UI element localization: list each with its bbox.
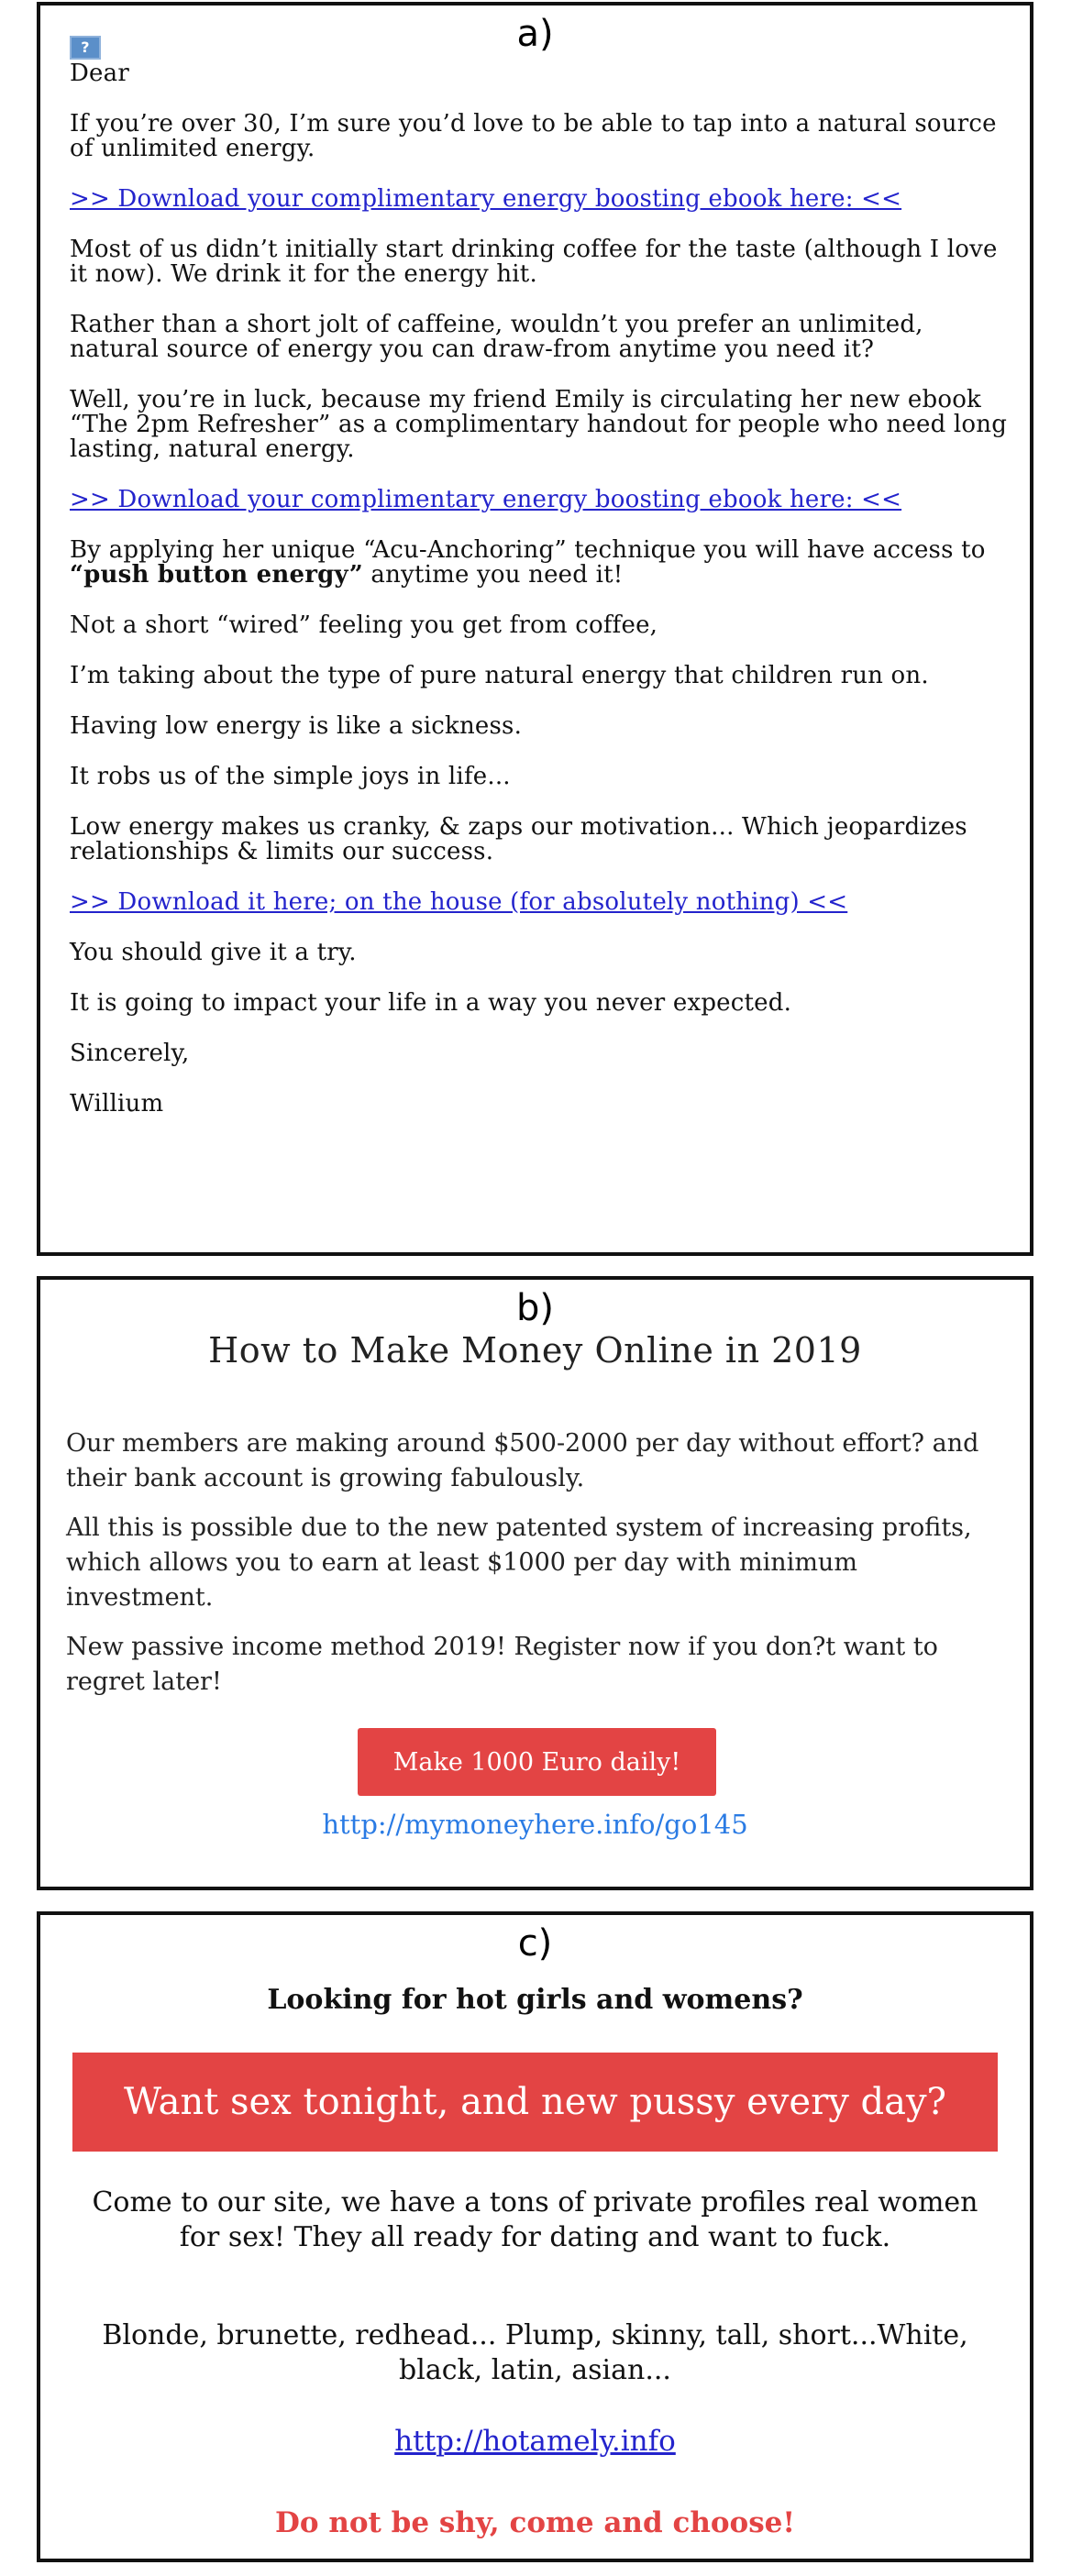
download-ebook-link-1[interactable]: >> Download your complimentary energy boosting ebook here: << (70, 185, 902, 213)
p5-bold-phrase: “push button energy” (70, 561, 363, 589)
email-paragraph-8: Having low energy is like a sickness. (70, 712, 523, 740)
dating-text-1: Come to our site, we have a tons of private profiles real women for sex! They all ready for dating and want to fuck. (92, 2186, 978, 2253)
dating-closing-text: Do not be shy, come and choose! (274, 2506, 795, 2539)
email-body (70, 33, 1008, 1142)
money-page-title: How to Make Money Online in 2019 (208, 1330, 862, 1371)
dating-heading: Looking for hot girls and womens? (267, 1984, 803, 2016)
email-paragraph-12: It is going to impact your life in a way you never expected. (70, 989, 792, 1017)
download-free-link[interactable]: >> Download it here; on the house (for absolutely nothing) << (70, 888, 848, 916)
p5-text-before: By applying her unique “Acu-Anchoring” technique you will have access to (70, 536, 986, 564)
email-paragraph-11: You should give it a try. (70, 939, 357, 966)
panel-a-label: a) (516, 13, 554, 55)
email-paragraph-3: Rather than a short jolt of caffeine, wouldn’t you prefer an unlimited, natural source of energy you can draw-from anytime you need it? (70, 311, 923, 363)
email-paragraph-10: Low energy makes us cranky, & zaps our motivation... Which jeopardizes relationships & limits our success. (70, 813, 967, 865)
money-body (66, 1426, 1004, 1714)
email-paragraph-2: Most of us didn’t initially start drinking coffee for the taste (although I love it now). We drink it for the energy hit. (70, 236, 998, 288)
panel-c-label: c) (517, 1922, 553, 1965)
dating-text-2: Blonde, brunette, redhead... Plump, skinny, tall, short...White, black, latin, asian... (102, 2319, 968, 2386)
email-paragraph-7: I’m taking about the type of pure natural energy that children run on. (70, 662, 929, 689)
money-paragraph-1: Our members are making around $500-2000 per day without effort? and their bank account is growing fabulously. (66, 1429, 979, 1492)
panel-b-money-scam (37, 1276, 1033, 1890)
p5-text-after: anytime you need it! (362, 561, 624, 589)
money-paragraph-2: All this is possible due to the new patented system of increasing profits, which allows you to earn at least $1000 per day with minimum investment. (66, 1514, 972, 1612)
panel-a-phishing-email (37, 2, 1033, 1256)
email-paragraph-6: Not a short “wired” feeling you get from coffee, (70, 611, 658, 639)
download-ebook-link-2[interactable]: >> Download your complimentary energy boosting ebook here: << (70, 486, 902, 513)
email-signature: Willium (70, 1090, 164, 1117)
money-site-link[interactable]: http://mymoneyhere.info/go145 (322, 1809, 748, 1840)
email-greeting: Dear (70, 60, 129, 87)
panel-c-dating-spam (37, 1911, 1033, 2562)
broken-image-icon: ? (70, 36, 101, 60)
email-paragraph-1: If you’re over 30, I’m sure you’d love to be able to tap into a natural source of unlimited energy. (70, 110, 997, 162)
email-greeting-block (70, 33, 1008, 86)
email-paragraph-4: Well, you’re in luck, because my friend Emily is circulating her new ebook “The 2pm Refresher” as a complimentary handout for people who need long lasting, natural energy. (70, 386, 1008, 463)
email-paragraph-5 (70, 538, 1008, 588)
dating-banner[interactable]: Want sex tonight, and new pussy every day? (72, 2053, 998, 2152)
email-signoff: Sincerely, (70, 1040, 190, 1067)
make-money-button[interactable]: Make 1000 Euro daily! (358, 1728, 716, 1796)
money-paragraph-3: New passive income method 2019! Register now if you don?t want to regret later! (66, 1633, 938, 1696)
email-paragraph-9: It robs us of the simple joys in life... (70, 763, 511, 790)
dating-site-link[interactable]: http://hotamely.info (394, 2425, 676, 2458)
panel-b-label: b) (516, 1287, 554, 1329)
